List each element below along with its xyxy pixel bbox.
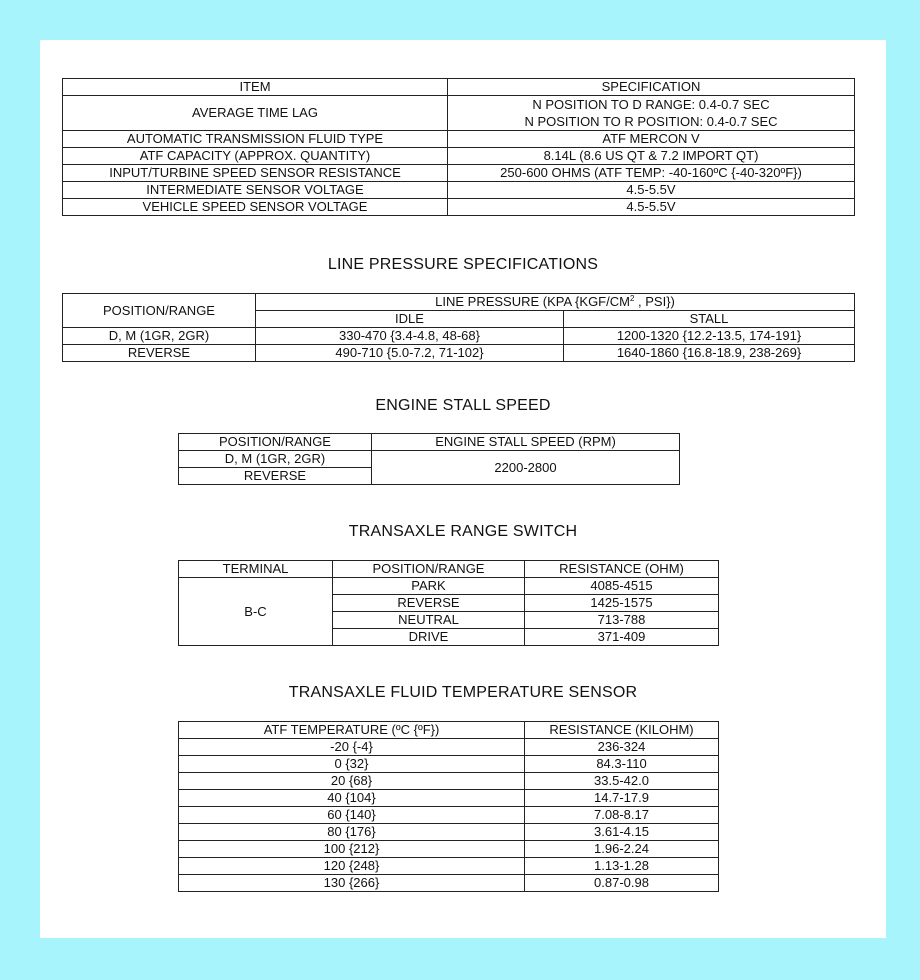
time-lag-spec xyxy=(448,96,855,131)
table-row xyxy=(179,739,719,756)
table-cell: 330-470 {3.4-4.8, 48-68} xyxy=(256,328,564,345)
table-row xyxy=(179,875,719,892)
table-row xyxy=(179,841,719,858)
table-cell: 60 {140} xyxy=(179,807,525,824)
position-range-header: POSITION/RANGE xyxy=(63,294,256,328)
table-cell: 8.14L (8.6 US QT & 7.2 IMPORT QT) xyxy=(448,148,855,165)
table-row xyxy=(179,756,719,773)
table-row xyxy=(63,148,855,165)
table-cell: 3.61-4.15 xyxy=(525,824,719,841)
table-cell: REVERSE xyxy=(333,595,525,612)
transaxle-range-switch-table xyxy=(178,560,719,646)
table-row xyxy=(179,824,719,841)
table-cell: D, M (1GR, 2GR) xyxy=(179,451,372,468)
table-cell: D, M (1GR, 2GR) xyxy=(63,328,256,345)
table-cell: 490-710 {5.0-7.2, 71-102} xyxy=(256,345,564,362)
table-cell: 120 {248} xyxy=(179,858,525,875)
table-header-row xyxy=(63,294,855,311)
item-header: ITEM xyxy=(63,79,448,96)
table-cell: 1.13-1.28 xyxy=(525,858,719,875)
table-cell: VEHICLE SPEED SENSOR VOLTAGE xyxy=(63,199,448,216)
table-row xyxy=(63,345,855,362)
table-cell: 4.5-5.5V xyxy=(448,182,855,199)
table-cell: DRIVE xyxy=(333,629,525,646)
table-cell: 33.5-42.0 xyxy=(525,773,719,790)
table-cell: -20 {-4} xyxy=(179,739,525,756)
table-row xyxy=(179,451,680,468)
table-row xyxy=(63,165,855,182)
table-cell: ATF CAPACITY (APPROX. QUANTITY) xyxy=(63,148,448,165)
table-cell: 7.08-8.17 xyxy=(525,807,719,824)
table-header-row xyxy=(63,79,855,96)
atf-temperature-header: ATF TEMPERATURE (ºC {ºF}) xyxy=(179,722,525,739)
stall-speed-value: 2200-2800 xyxy=(372,451,680,485)
resistance-header: RESISTANCE (KILOHM) xyxy=(525,722,719,739)
table-row xyxy=(63,328,855,345)
idle-header: IDLE xyxy=(256,311,564,328)
table-cell: 1200-1320 {12.2-13.5, 174-191} xyxy=(564,328,855,345)
table-cell: 4.5-5.5V xyxy=(448,199,855,216)
table-cell: 80 {176} xyxy=(179,824,525,841)
table-cell: 1640-1860 {16.8-18.9, 238-269} xyxy=(564,345,855,362)
table-cell: REVERSE xyxy=(179,468,372,485)
table-cell: 40 {104} xyxy=(179,790,525,807)
specifications-table xyxy=(62,78,855,216)
table-cell: 250-600 OHMS (ATF TEMP: -40-160ºC {-40-320ºF}) xyxy=(448,165,855,182)
document-page xyxy=(40,40,886,938)
table-cell: 0 {32} xyxy=(179,756,525,773)
table-cell: PARK xyxy=(333,578,525,595)
table-cell: 130 {266} xyxy=(179,875,525,892)
stall-header: STALL xyxy=(564,311,855,328)
table-row xyxy=(63,96,855,131)
line-pressure-title: LINE PRESSURE SPECIFICATIONS xyxy=(327,256,599,273)
table-cell: AUTOMATIC TRANSMISSION FLUID TYPE xyxy=(63,131,448,148)
table-cell: 236-324 xyxy=(525,739,719,756)
engine-stall-speed-table xyxy=(178,433,680,485)
table-cell: 713-788 xyxy=(525,612,719,629)
line-pressure-header xyxy=(256,294,855,311)
time-lag-spec-line-1: N POSITION TO D RANGE: 0.4-0.7 SEC xyxy=(532,97,770,112)
table-row xyxy=(179,578,719,595)
table-header-row xyxy=(179,561,719,578)
table-cell: 100 {212} xyxy=(179,841,525,858)
table-row xyxy=(179,790,719,807)
table-cell: NEUTRAL xyxy=(333,612,525,629)
table-row xyxy=(179,773,719,790)
line-pressure-header-tail: , PSI}) xyxy=(634,294,675,309)
table-cell: ATF MERCON V xyxy=(448,131,855,148)
table-row xyxy=(179,858,719,875)
time-lag-spec-line-2: N POSITION TO R POSITION: 0.4-0.7 SEC xyxy=(524,114,778,129)
transaxle-range-switch-title: TRANSAXLE RANGE SWITCH xyxy=(348,523,578,540)
table-row xyxy=(179,807,719,824)
table-row xyxy=(63,131,855,148)
line-pressure-table xyxy=(62,293,855,362)
time-lag-item: AVERAGE TIME LAG xyxy=(63,96,448,131)
engine-stall-speed-title: ENGINE STALL SPEED xyxy=(375,397,551,414)
position-range-header: POSITION/RANGE xyxy=(179,434,372,451)
table-cell: 84.3-110 xyxy=(525,756,719,773)
specification-header: SPECIFICATION xyxy=(448,79,855,96)
table-header-row xyxy=(179,722,719,739)
fluid-temperature-sensor-table xyxy=(178,721,719,892)
position-range-header: POSITION/RANGE xyxy=(333,561,525,578)
table-cell: INTERMEDIATE SENSOR VOLTAGE xyxy=(63,182,448,199)
table-cell: REVERSE xyxy=(63,345,256,362)
table-cell: 1425-1575 xyxy=(525,595,719,612)
table-cell: 4085-4515 xyxy=(525,578,719,595)
resistance-header: RESISTANCE (OHM) xyxy=(525,561,719,578)
table-cell: 1.96-2.24 xyxy=(525,841,719,858)
table-row xyxy=(63,199,855,216)
line-pressure-header-text: LINE PRESSURE (KPA {KGF/CM xyxy=(435,294,630,309)
terminal-header: TERMINAL xyxy=(179,561,333,578)
terminal-value: B-C xyxy=(179,578,333,646)
table-row xyxy=(63,182,855,199)
table-cell: INPUT/TURBINE SPEED SENSOR RESISTANCE xyxy=(63,165,448,182)
table-header-row xyxy=(179,434,680,451)
table-cell: 0.87-0.98 xyxy=(525,875,719,892)
table-cell: 20 {68} xyxy=(179,773,525,790)
fluid-temperature-sensor-title: TRANSAXLE FLUID TEMPERATURE SENSOR xyxy=(288,684,638,701)
table-cell: 371-409 xyxy=(525,629,719,646)
superscript-2: 2 xyxy=(629,294,635,303)
engine-stall-speed-header: ENGINE STALL SPEED (RPM) xyxy=(372,434,680,451)
table-cell: 14.7-17.9 xyxy=(525,790,719,807)
